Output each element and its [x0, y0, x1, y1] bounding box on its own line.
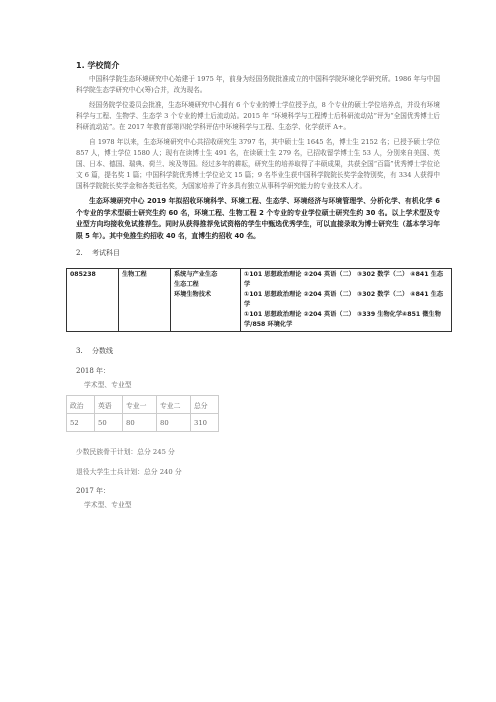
table-header-cell: 总分 [191, 396, 219, 414]
direction-item: 生态工程 [174, 281, 199, 289]
subject-line: ①101 思想政治理论 ②204 英语（二） ③302 数学（二） ④841 生态学 [244, 291, 444, 309]
table-cell: 50 [95, 414, 123, 432]
intro-paragraph-1: 中国科学院生态环境研究中心始建于 1975 年，前身为经国务院批准成立的中国科学院环境化学研究所。1986 年与中国科学院生态学研究中心(筹)合并，改为现名。 [76, 75, 440, 94]
intro-paragraph-4: 生态环境研究中心 2019 年拟招收环境科学、环境工程、生态学、环境经济与环境管理学、分析化学、有机化学 6 个专业的学术型硕士研究生约 60 名，环境工程、生物工程 2 个专业的专业学位硕士研究生约 30 名。以上学术型及专业型方向均接收免试推荐生。同时从获得推荐免试资格的学生中甄选优秀学生，可以直接录取为博士研究生（基本学习年限 5 年）。其中免推生约招收 40 名，直博生约招收 40 名。 [76, 197, 440, 240]
table-cell: 52 [67, 414, 95, 432]
table-header-cell: 专业一 [123, 396, 157, 414]
intro-paragraph-3: 自 1978 年以来，生态环境研究中心共招收研究生 3797 名，其中硕士生 1645 名，博士生 2152 名；已授予硕士学位 857 人，博士学位 1580 人；现有在读博士生 491 名，在读硕士生 279 名，已招收留学博士生 53 人，分别来自美国、英国、日本、德国、瑞典、荷兰、埃及等国。经过多年的耕耘，研究生的培养取得了丰硕成果，共获全国“百篇”优秀博士学位论文 6 篇，提名奖 1 篇；中国科学院优秀博士学位论文 15 篇；9 名毕业生获中国科学院院长奖学金特别奖，有 334 人获得中国科学院院长奖学金和各类冠名奖，为国家培养了许多具有独立从事科学研究能力的专业技术人才。 [76, 138, 440, 190]
year-label-2017: 2017 年： [76, 487, 111, 496]
table-header-row [67, 396, 219, 414]
table-cell: 80 [123, 414, 157, 432]
section-heading-scores [76, 346, 440, 356]
section-heading-intro: 1. 学校简介 [76, 61, 120, 70]
section-title: 考试科目 [92, 249, 120, 258]
section-title: 分数线 [92, 347, 113, 356]
table-header-cell: 政治 [67, 396, 95, 414]
major-code-cell: 085238 [67, 269, 119, 332]
minority-plan-line: 少数民族骨干计划：总分 245 分 [76, 448, 175, 457]
score-table-2018 [66, 395, 219, 432]
subjects-cell [241, 269, 452, 332]
direction-item: 环境生物技术 [174, 291, 212, 299]
year-label-2018: 2018 年： [76, 367, 111, 376]
exam-subjects-table [66, 268, 452, 332]
subject-line: ①101 思想政治理论 ②204 英语（二） ③302 数学（二） ④841 生态学 [244, 271, 444, 289]
table-row [67, 269, 452, 332]
directions-cell [171, 269, 241, 332]
direction-item: 系统与产业生态 [174, 271, 218, 279]
score-type-2017: 学术型、专业型 [84, 501, 132, 510]
score-type-2018: 学术型、专业型 [84, 381, 132, 390]
table-cell: 80 [157, 414, 191, 432]
major-name-cell: 生物工程 [119, 269, 171, 332]
table-header-cell: 专业二 [157, 396, 191, 414]
section-number: 3. [76, 347, 83, 356]
table-row [67, 414, 219, 432]
section-heading-subjects [76, 248, 440, 258]
section-number: 2. [76, 249, 83, 258]
subject-line: ①101 思想政治理论 ②204 英语（二） ③339 生物化学④851 微生物学/858 环境化学 [244, 311, 441, 329]
intro-paragraph-2: 经国务院学位委员会批准，生态环境研究中心拥有 6 个专业的博士学位授予点，8 个专业的硕士学位培养点，并设有环境科学与工程、生物学、生态学 3 个专业的博士后流动站。2015 年 “环境科学与工程博士后科研流动站”评为“全国优秀博士后科研流动站”。在 2017 年教育部第四轮学科评估中环境科学与工程、生态学、化学获评 A+。 [76, 101, 440, 131]
table-header-cell: 英语 [95, 396, 123, 414]
table-cell: 310 [191, 414, 219, 432]
veteran-plan-line: 退役大学生士兵计划：总分 240 分 [76, 468, 182, 477]
